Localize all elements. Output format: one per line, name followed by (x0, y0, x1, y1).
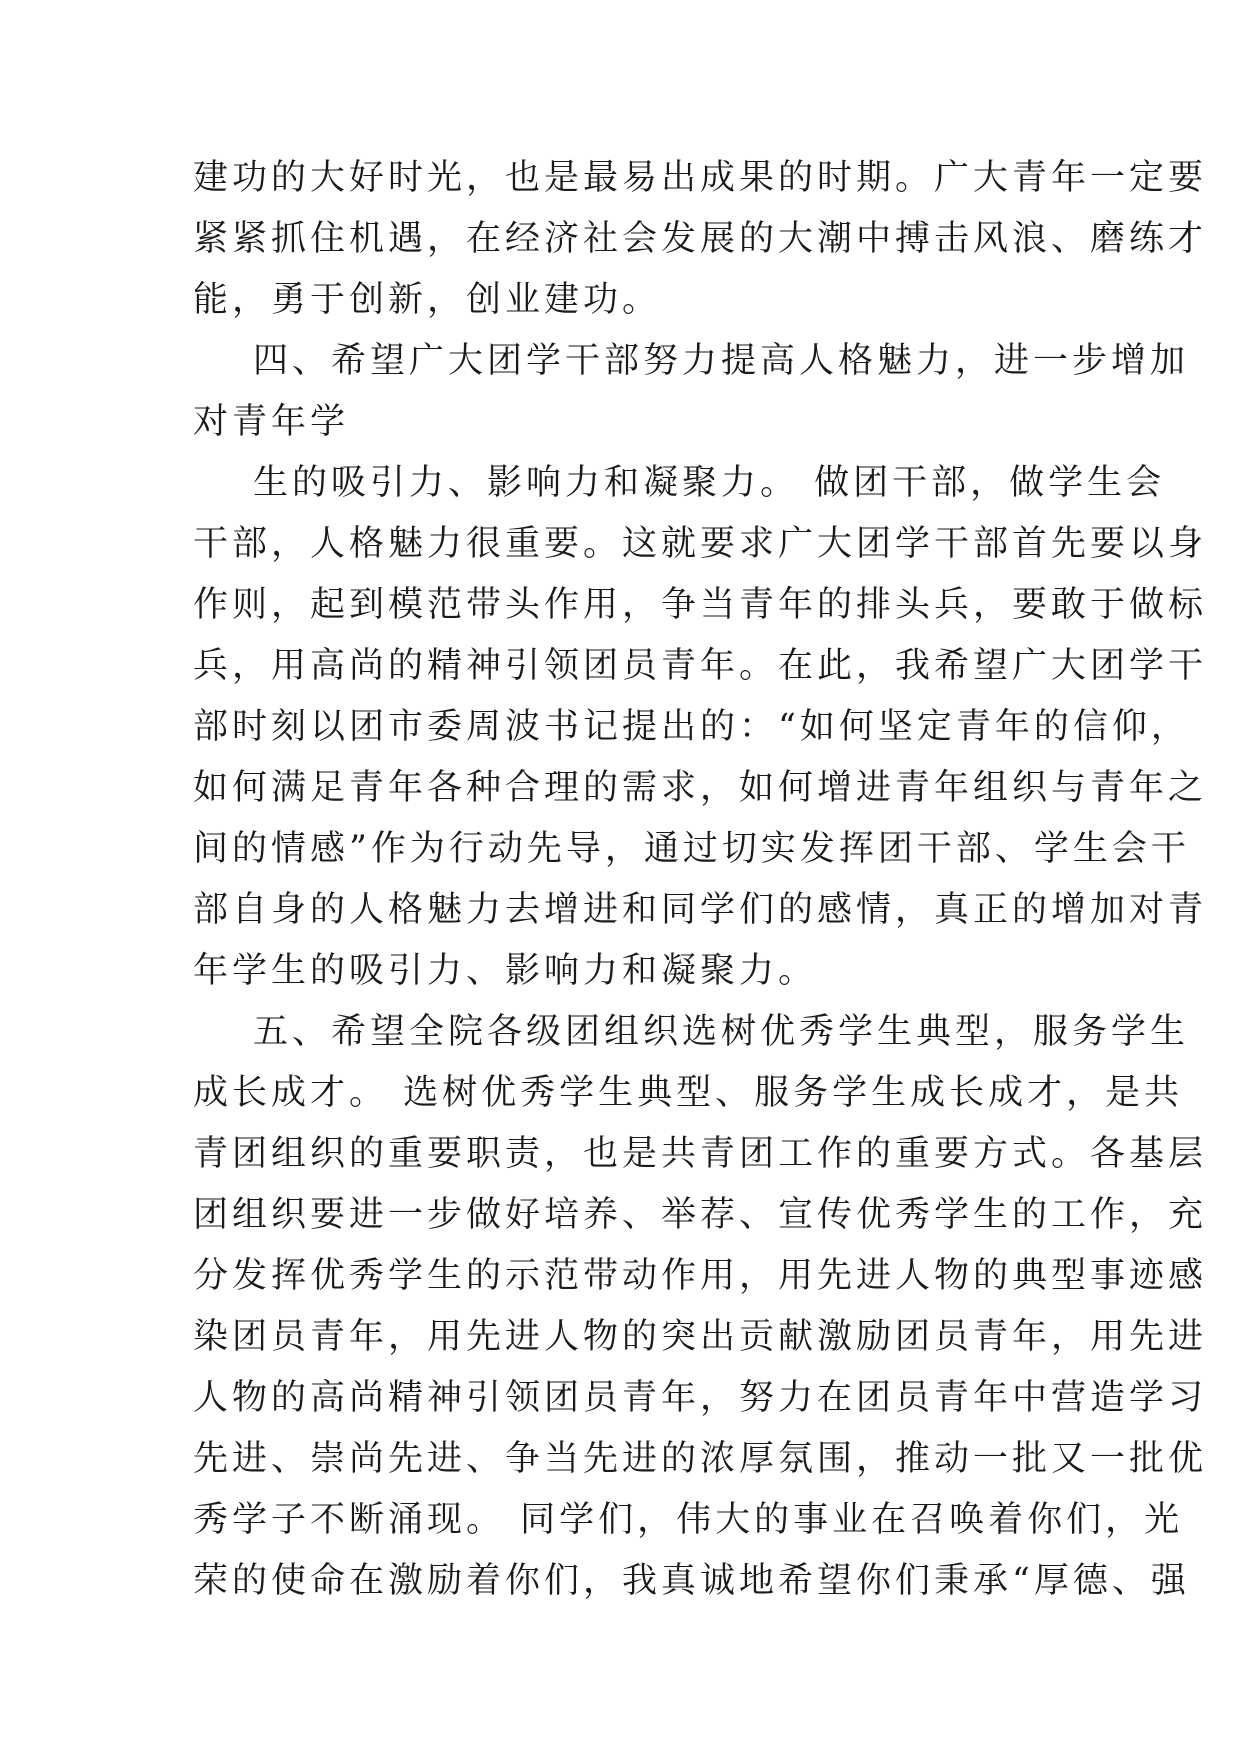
text-line: 干部，人格魅力很重要。这就要求广大团学干部首先要以身 (193, 524, 1208, 564)
text-line: 年学生的吸引力、影响力和凝聚力。 (193, 951, 818, 991)
text-line: 青团组织的重要职责，也是共青团工作的重要方式。各基层 (193, 1134, 1208, 1174)
text-line: 部时刻以团市委周波书记提出的：“如何坚定青年的信仰， (193, 707, 1190, 747)
text-line: 秀学子不断涌现。 同学们，伟大的事业在召唤着你们，光 (193, 1500, 1184, 1540)
text-line: 紧紧抓住机遇，在经济社会发展的大潮中搏击风浪、磨练才 (193, 219, 1208, 259)
text-line: 荣的使命在激励着你们，我真诚地希望你们秉承“厚德、强 (193, 1561, 1190, 1601)
text-line: 成长成才。 选树优秀学生典型、服务学生成长成才，是共 (193, 1073, 1184, 1113)
text-line: 建功的大好时光，也是最易出成果的时期。广大青年一定要 (193, 158, 1208, 198)
text-line: 生的吸引力、影响力和凝聚力。 做团干部，做学生会 (253, 463, 1166, 503)
text-line: 团组织要进一步做好培养、举荐、宣传优秀学生的工作，充 (193, 1195, 1208, 1235)
text-line: 如何满足青年各种合理的需求，如何增进青年组织与青年之 (193, 768, 1208, 808)
document-body (193, 148, 1208, 1612)
text-line: 间的情感”作为行动先导，通过切实发挥团干部、学生会干 (193, 829, 1190, 869)
text-line: 部自身的人格魅力去增进和同学们的感情，真正的增加对青 (193, 890, 1208, 930)
text-line: 先进、崇尚先进、争当先进的浓厚氛围，推动一批又一批优 (193, 1439, 1208, 1479)
text-line: 染团员青年，用先进人物的突出贡献激励团员青年，用先进 (193, 1317, 1208, 1357)
paragraph-heading-4: 四、希望广大团学干部努力提高人格魅力，进一步增加 (253, 341, 1190, 381)
text-line: 分发挥优秀学生的示范带动作用，用先进人物的典型事迹感 (193, 1256, 1208, 1296)
text-line: 人物的高尚精神引领团员青年，努力在团员青年中营造学习 (193, 1378, 1208, 1418)
text-line: 作则，起到模范带头作用，争当青年的排头兵，要敢于做标 (193, 585, 1208, 625)
text-line: 兵，用高尚的精神引领团员青年。在此，我希望广大团学干 (193, 646, 1208, 686)
text-line: 对青年学 (193, 402, 350, 442)
text-line: 能，勇于创新，创业建功。 (193, 280, 662, 320)
paragraph-heading-5: 五、希望全院各级团组织选树优秀学生典型，服务学生 (253, 1012, 1190, 1052)
